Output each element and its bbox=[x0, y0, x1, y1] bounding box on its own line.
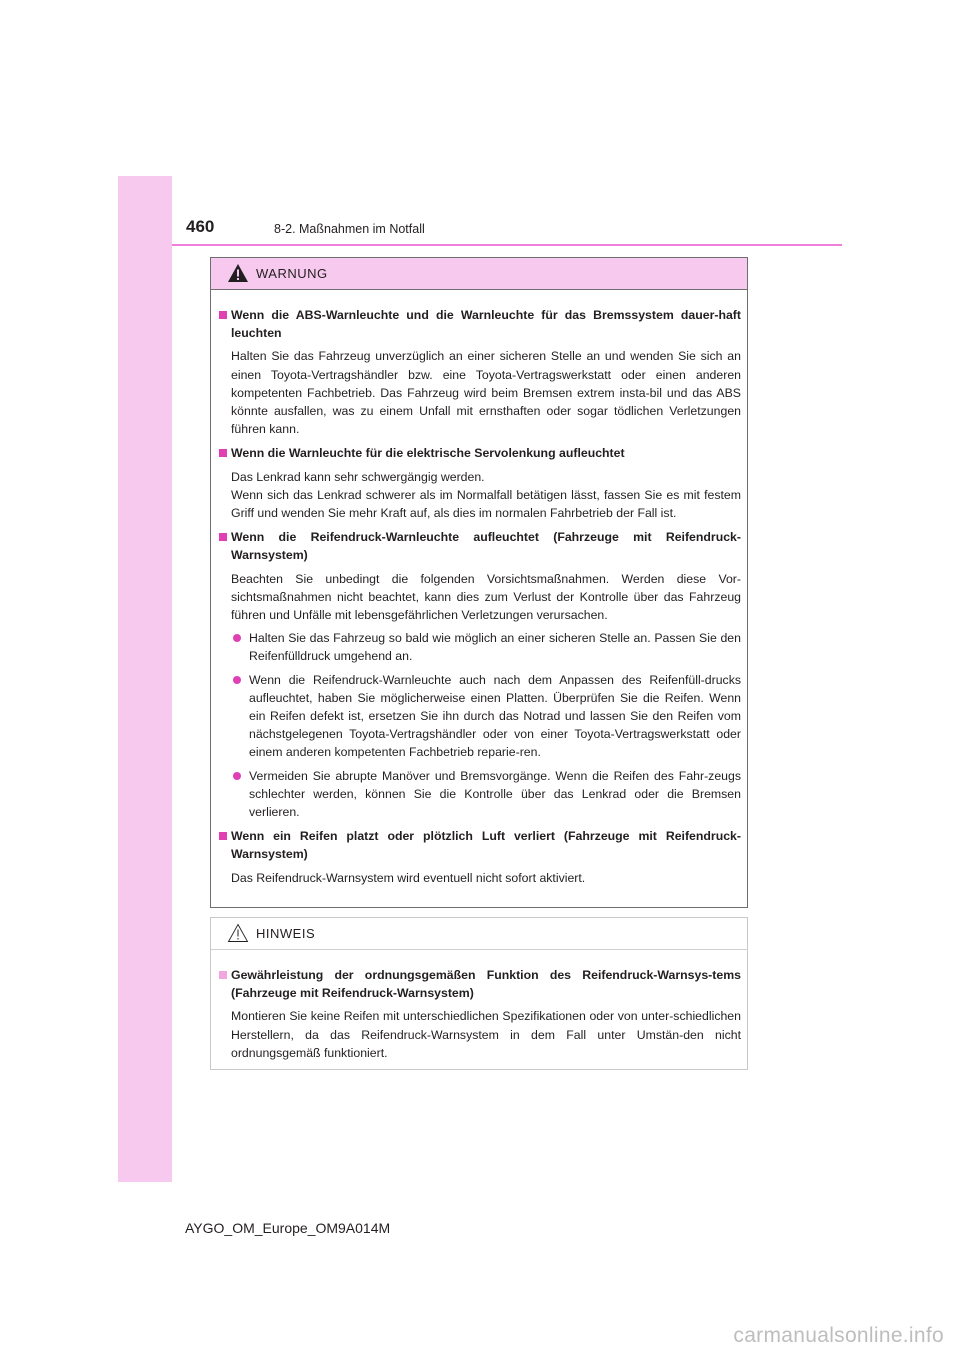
circle-bullet-icon bbox=[233, 676, 241, 684]
warning-bullet: Halten Sie das Fahrzeug so bald wie möglich an einer sicheren Stelle an. Passen Sie den Reifenfülldruck umgehend an. bbox=[219, 629, 741, 665]
square-bullet-icon bbox=[219, 449, 227, 457]
square-bullet-icon bbox=[219, 971, 227, 979]
side-color-strip bbox=[118, 176, 172, 1182]
caution-outline-triangle-icon bbox=[227, 923, 249, 943]
watermark: carmanualsonline.info bbox=[733, 1324, 944, 1347]
warning-bullet: Wenn die Reifendruck-Warnleuchte auch nach dem Anpassen des Reifenfüll-drucks aufleuchtet, haben Sie möglicherweise einen Platten. Überprüfen Sie die Reifen. Wenn ein Reifen defekt ist, ersetzen Sie ihn durch das Notrad und lassen Sie den Reifen vom nächstgelegenen Toyota-Vertragshändler oder von einer Toyota-Vertragswerkstatt oder einem anderen kompetenten Fachbetrieb reparie-ren. bbox=[219, 671, 741, 762]
warning-paragraph: Das Lenkrad kann sehr schwergängig werden. bbox=[231, 469, 485, 484]
square-bullet-icon bbox=[219, 533, 227, 541]
circle-bullet-icon bbox=[233, 634, 241, 642]
warning-item-heading: Wenn die Reifendruck-Warnleuchte aufleuchtet (Fahrzeuge mit Reifendruck-Warnsystem) bbox=[219, 528, 741, 564]
warning-paragraph: Beachten Sie unbedingt die folgenden Vorsichtsmaßnahmen. Werden diese Vor-sichtsmaßnahmen nicht beachtet, kann dies zum Verlust der Kontrolle über das Fahrzeug führen und Unfälle mit lebensgefährlichen Verletzungen verursachen. bbox=[231, 571, 741, 623]
section-title: 8-2. Maßnahmen im Notfall bbox=[274, 222, 425, 236]
warning-triangle-icon bbox=[227, 263, 249, 283]
note-paragraph: Montieren Sie keine Reifen mit unterschiedlichen Spezifikationen oder von unter-schiedlichen Herstellern, da das Reifendruck-Warnsystem in dem Fall unter Umstän-den nicht ordnungsgemäß funktioniert. bbox=[231, 1009, 741, 1060]
warning-item-heading: Wenn die ABS-Warnleuchte und die Warnleuchte für das Bremssystem dauer-haft leuchten bbox=[219, 306, 741, 342]
warning-bullet: Vermeiden Sie abrupte Manöver und Bremsvorgänge. Wenn die Reifen des Fahr-zeugs schlechter werden, können Sie die Kontrolle über das Lenkrad oder die Bremsen verlieren. bbox=[219, 767, 741, 822]
square-bullet-icon bbox=[219, 832, 227, 840]
warning-header bbox=[211, 258, 747, 290]
circle-bullet-icon bbox=[233, 772, 241, 780]
page-number: 460 bbox=[186, 217, 215, 236]
note-box bbox=[210, 917, 748, 1070]
warning-paragraph: Wenn sich das Lenkrad schwerer als im Normalfall betätigen lässt, fassen Sie es mit festem Griff und wenden Sie mehr Kraft auf, als dies im normalen Fahrbetrieb der Fall ist. bbox=[231, 487, 741, 521]
warning-item-heading: Wenn ein Reifen platzt oder plötzlich Luft verliert (Fahrzeuge mit Reifendruck-Warnsystem) bbox=[219, 827, 741, 863]
note-body bbox=[211, 950, 747, 1062]
square-bullet-icon bbox=[219, 311, 227, 319]
warning-box bbox=[210, 257, 748, 908]
warning-paragraph: Halten Sie das Fahrzeug unverzüglich an einer sicheren Stelle an und wenden Sie sich an einen Toyota-Vertragshändler bzw. eine Toyota-Vertragswerkstatt oder einen anderen kompetenten Fachbetrieb. Das Fahrzeug wird beim Bremsen extrem insta-bil und das ABS könnte ausfallen, was zu einem Unfall mit ernsthaften oder sogar tödlichen Verletzungen führen kann. bbox=[231, 349, 741, 437]
warning-paragraph: Das Reifendruck-Warnsystem wird eventuell nicht sofort aktiviert. bbox=[231, 870, 586, 885]
note-header bbox=[211, 918, 747, 950]
note-item-heading: Gewährleistung der ordnungsgemäßen Funktion des Reifendruck-Warnsys-tems (Fahrzeuge mit Reifendruck-Warnsystem) bbox=[219, 966, 741, 1002]
header-rule bbox=[172, 244, 842, 246]
warning-title: WARNUNG bbox=[256, 266, 328, 281]
note-title: HINWEIS bbox=[256, 926, 316, 941]
warning-item-heading: Wenn die Warnleuchte für die elektrische Servolenkung aufleuchtet bbox=[219, 444, 741, 462]
warning-body bbox=[211, 290, 747, 887]
document-id: AYGO_OM_Europe_OM9A014M bbox=[185, 1220, 391, 1236]
